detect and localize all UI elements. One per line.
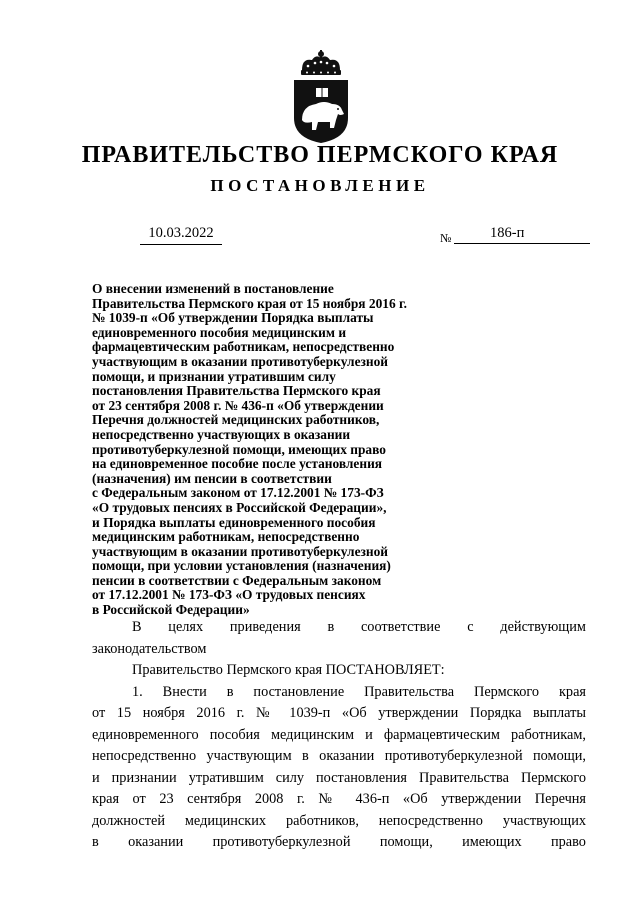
subject-line: единовременного пособия медицинским и (92, 324, 347, 340)
intro-word: В (132, 619, 142, 635)
subject-line: в Российской Федерации» (92, 602, 250, 618)
subject-line: на единовременное пособие после установления (92, 456, 383, 472)
subject-line: медицинским работникам, непосредственно (92, 529, 360, 545)
intro-word: приведения (229, 619, 301, 635)
paragraph-word: помощи, (379, 834, 433, 850)
subject-line: с Федеральным законом от 17.12.2001 № 173-ФЗ (92, 485, 384, 501)
intro-word: целях (168, 619, 204, 635)
paragraph-line: и признании утратившим силу постановления Правительства Пермского (92, 769, 586, 786)
paragraph-word: имеющих (462, 834, 522, 850)
paragraph-word: оказании (128, 834, 184, 850)
paragraph-last-line (92, 832, 586, 854)
intro-word: с (467, 619, 474, 635)
document-type: ПОСТАНОВЛЕНИЕ (210, 176, 430, 195)
paragraph-line: 1. Внести в постановление Правительства Пермского края (132, 683, 586, 700)
number-value: 186-п (490, 225, 525, 241)
paragraph-line: края от 23 сентября 2008 г. № 436-п «Об утверждении Перечня (92, 791, 586, 807)
subject-line: непосредственно участвующих в оказании (92, 426, 351, 442)
intro-word: соответствие (360, 619, 441, 635)
intro-word: действующим (500, 619, 586, 635)
date-underline (140, 244, 222, 245)
subject-line: Перечня должностей медицинских работников, (92, 412, 380, 428)
paragraph-line: непосредственно участвующим в оказании противотуберкулезной помощи, (92, 748, 586, 764)
paragraph-line: от 15 ноября 2016 г. № 1039-п «Об утверждении Порядка выплаты (92, 705, 586, 721)
subject-line: фармацевтическим работникам, непосредственно (92, 339, 395, 355)
subject-line: пенсии в соответствии с Федеральным законом (92, 572, 382, 588)
intro-line (92, 617, 586, 639)
subject-line: от 23 сентября 2008 г. № 436-п «Об утверждении (92, 397, 384, 413)
subject-line: участвующим в оказании противотуберкулезной (92, 543, 389, 559)
paragraph-word: право (550, 834, 586, 850)
paragraph-word: в (92, 834, 99, 850)
document-date (140, 225, 222, 245)
subject-line: от 17.12.2001 № 173-ФЗ «О трудовых пенсиях (92, 587, 366, 603)
subject-line: и Порядка выплаты единовременного пособия (92, 514, 376, 530)
document-body (92, 617, 586, 854)
paragraph-line: единовременного пособия медицинским и фармацевтическим работникам, (92, 726, 586, 743)
resolves-line: Правительство Пермского края ПОСТАНОВЛЯЕТ: (132, 662, 445, 678)
number-underline (454, 243, 590, 244)
document-subject (92, 282, 472, 618)
intro-word: в (327, 619, 335, 635)
paragraph-word: противотуберкулезной (212, 834, 351, 850)
subject-line: участвующим в оказании противотуберкулезной (92, 353, 389, 369)
coat-of-arms-icon (288, 48, 354, 144)
subject-line: помощи, и признании утратившим силу (92, 368, 336, 384)
subject-line: О внесении изменений в постановление (92, 281, 334, 296)
subject-line: постановления Правительства Пермского края (92, 383, 381, 399)
subject-line: № 1039-п «Об утверждении Порядка выплаты (92, 310, 374, 326)
subject-line: помощи, при условии установления (назначения) (92, 558, 391, 574)
subject-line: (назначения) им пенсии в соответствии (92, 470, 332, 486)
subject-line: «О трудовых пенсиях в Российской Федерации», (92, 499, 387, 515)
government-title: ПРАВИТЕЛЬСТВО ПЕРМСКОГО КРАЯ (81, 142, 559, 168)
number-sign: № (440, 231, 452, 245)
subject-line: Правительства Пермского края от 15 ноября 2016 г. (92, 295, 407, 311)
paragraph-line: должностей медицинских работников, непосредственно участвующих (92, 812, 586, 829)
intro-line-2: законодательством (92, 640, 207, 657)
subject-line: противотуберкулезной помощи, имеющих право (92, 441, 386, 457)
date-value: 10.03.2022 (148, 225, 214, 241)
